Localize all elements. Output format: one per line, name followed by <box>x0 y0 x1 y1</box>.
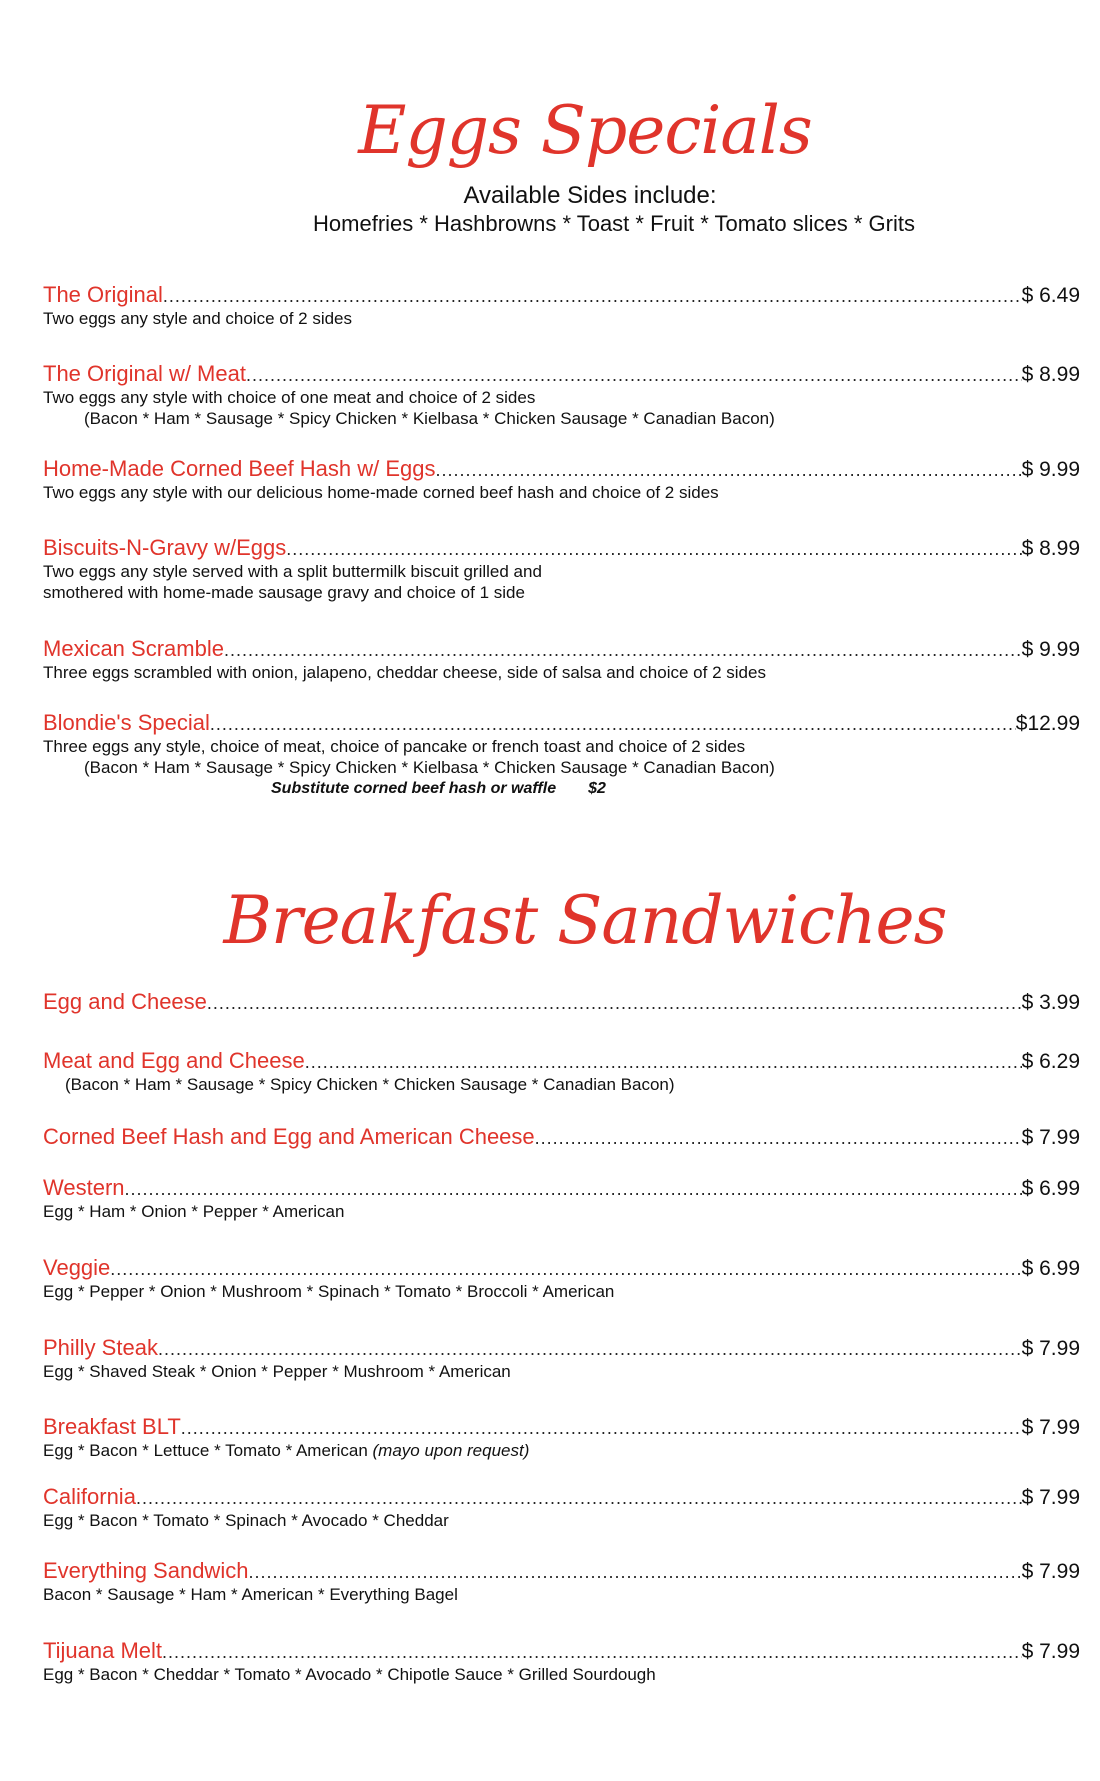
menu-item-biscuits-n-gravy <box>43 535 1080 603</box>
dot-leader <box>246 362 1022 388</box>
menu-item-egg-and-cheese <box>43 989 1080 1015</box>
item-price: $ 6.99 <box>1021 1257 1080 1280</box>
item-price: $ 8.99 <box>1021 537 1080 560</box>
item-description: Two eggs any style with our delicious home-made corned beef hash and choice of 2 sides <box>43 483 719 502</box>
dot-leader <box>305 1049 1022 1075</box>
item-description: Egg * Shaved Steak * Onion * Pepper * Mushroom * American <box>43 1362 511 1381</box>
dot-leader <box>535 1125 1022 1151</box>
item-price: $ 6.49 <box>1021 284 1080 307</box>
item-name: Western <box>43 1175 125 1200</box>
menu-item-philly-steak <box>43 1335 1080 1382</box>
item-description: Three eggs scrambled with onion, jalapeno, cheddar cheese, side of salsa and choice of 2 sides <box>43 663 766 682</box>
menu-item-tijuana-melt <box>43 1638 1080 1685</box>
dot-leader <box>224 637 1022 663</box>
item-description: smothered with home-made sausage gravy and choice of 1 side <box>43 583 525 602</box>
menu-item-corned-beef-hash-egg-cheese <box>43 1124 1080 1150</box>
substitute-note <box>43 778 1080 799</box>
item-price: $ 7.99 <box>1021 1640 1080 1663</box>
item-price: $ 9.99 <box>1021 638 1080 661</box>
menu-item-everything-sandwich <box>43 1558 1080 1605</box>
item-name: Egg and Cheese <box>43 989 207 1014</box>
item-name: Blondie's Special <box>43 710 210 735</box>
item-price: $ 6.29 <box>1021 1050 1080 1073</box>
item-name: Everything Sandwich <box>43 1558 249 1583</box>
item-name: Veggie <box>43 1255 111 1280</box>
dot-leader <box>136 1485 1022 1511</box>
item-name: Meat and Egg and Cheese <box>43 1048 305 1073</box>
item-description: Egg * Ham * Onion * Pepper * American <box>43 1202 345 1221</box>
menu-item-meat-egg-cheese <box>43 1048 1080 1095</box>
dot-leader <box>110 1256 1021 1282</box>
item-ingredients: Egg * Bacon * Lettuce * Tomato * American <box>43 1441 368 1460</box>
item-options: (Bacon * Ham * Sausage * Spicy Chicken * Kielbasa * Chicken Sausage * Canadian Bacon) <box>84 409 775 428</box>
item-name: California <box>43 1484 136 1509</box>
item-name: Home-Made Corned Beef Hash w/ Eggs <box>43 456 436 481</box>
menu-item-the-original <box>43 282 1080 329</box>
item-price: $ 7.99 <box>1021 1486 1080 1509</box>
item-description: Two eggs any style served with a split buttermilk biscuit grilled and <box>43 562 542 581</box>
dot-leader <box>436 457 1022 483</box>
menu-item-breakfast-blt <box>43 1414 1080 1461</box>
item-description: Two eggs any style with choice of one meat and choice of 2 sides <box>43 388 536 407</box>
item-price: $12.99 <box>1015 712 1080 735</box>
substitute-text: Substitute corned beef hash or waffle <box>271 780 557 797</box>
item-description <box>43 1440 1080 1461</box>
substitute-price: $2 <box>588 780 606 797</box>
dot-leader <box>162 1639 1022 1665</box>
item-name: Mexican Scramble <box>43 636 224 661</box>
item-price: $ 6.99 <box>1021 1177 1080 1200</box>
sides-list: Homefries * Hashbrowns * Toast * Fruit * Tomato slices * Grits <box>313 211 915 236</box>
item-description: Three eggs any style, choice of meat, choice of pancake or french toast and choice of 2 sides <box>43 737 746 756</box>
item-name: Biscuits-N-Gravy w/Eggs <box>43 535 287 560</box>
dot-leader <box>181 1415 1022 1441</box>
menu-item-corned-beef-hash-w-eggs <box>43 456 1080 503</box>
item-price: $ 7.99 <box>1021 1337 1080 1360</box>
item-description: Bacon * Sausage * Ham * American * Everything Bagel <box>43 1585 458 1604</box>
item-price: $ 7.99 <box>1021 1416 1080 1439</box>
menu-item-california <box>43 1484 1080 1531</box>
item-description: Egg * Bacon * Cheddar * Tomato * Avocado * Chipotle Sauce * Grilled Sourdough <box>43 1665 656 1684</box>
menu-item-blondies-special <box>43 710 1080 799</box>
dot-leader <box>210 711 1016 737</box>
item-price: $ 7.99 <box>1021 1560 1080 1583</box>
item-name: Philly Steak <box>43 1335 158 1360</box>
dot-leader <box>248 1559 1021 1585</box>
item-options: (Bacon * Ham * Sausage * Spicy Chicken * Chicken Sausage * Canadian Bacon) <box>65 1075 675 1094</box>
item-name: The Original <box>43 282 163 307</box>
dot-leader <box>207 990 1022 1016</box>
item-price: $ 3.99 <box>1021 991 1080 1014</box>
item-name: Corned Beef Hash and Egg and American Cheese <box>43 1124 535 1149</box>
menu-item-mexican-scramble <box>43 636 1080 683</box>
sides-heading: Available Sides include: <box>463 182 717 209</box>
eggs-specials-title: Eggs Specials <box>358 92 812 169</box>
item-description: Egg * Pepper * Onion * Mushroom * Spinach * Tomato * Broccoli * American <box>43 1282 615 1301</box>
item-name: Tijuana Melt <box>43 1638 163 1663</box>
item-description: Egg * Bacon * Tomato * Spinach * Avocado * Cheddar <box>43 1511 449 1530</box>
dot-leader <box>125 1176 1022 1202</box>
menu-item-western <box>43 1175 1080 1222</box>
item-note: (mayo upon request) <box>372 1441 530 1460</box>
item-description: Two eggs any style and choice of 2 sides <box>43 309 353 328</box>
item-price: $ 7.99 <box>1021 1126 1080 1149</box>
dot-leader <box>163 283 1022 309</box>
item-options: (Bacon * Ham * Sausage * Spicy Chicken * Kielbasa * Chicken Sausage * Canadian Bacon) <box>84 758 775 777</box>
item-price: $ 9.99 <box>1021 458 1080 481</box>
dot-leader <box>286 536 1021 562</box>
breakfast-sandwiches-title: Breakfast Sandwiches <box>223 882 947 959</box>
item-name: Breakfast BLT <box>43 1414 181 1439</box>
dot-leader <box>158 1336 1022 1362</box>
item-price: $ 8.99 <box>1021 363 1080 386</box>
menu-item-the-original-w-meat <box>43 361 1080 429</box>
menu-item-veggie <box>43 1255 1080 1302</box>
item-name: The Original w/ Meat <box>43 361 246 386</box>
